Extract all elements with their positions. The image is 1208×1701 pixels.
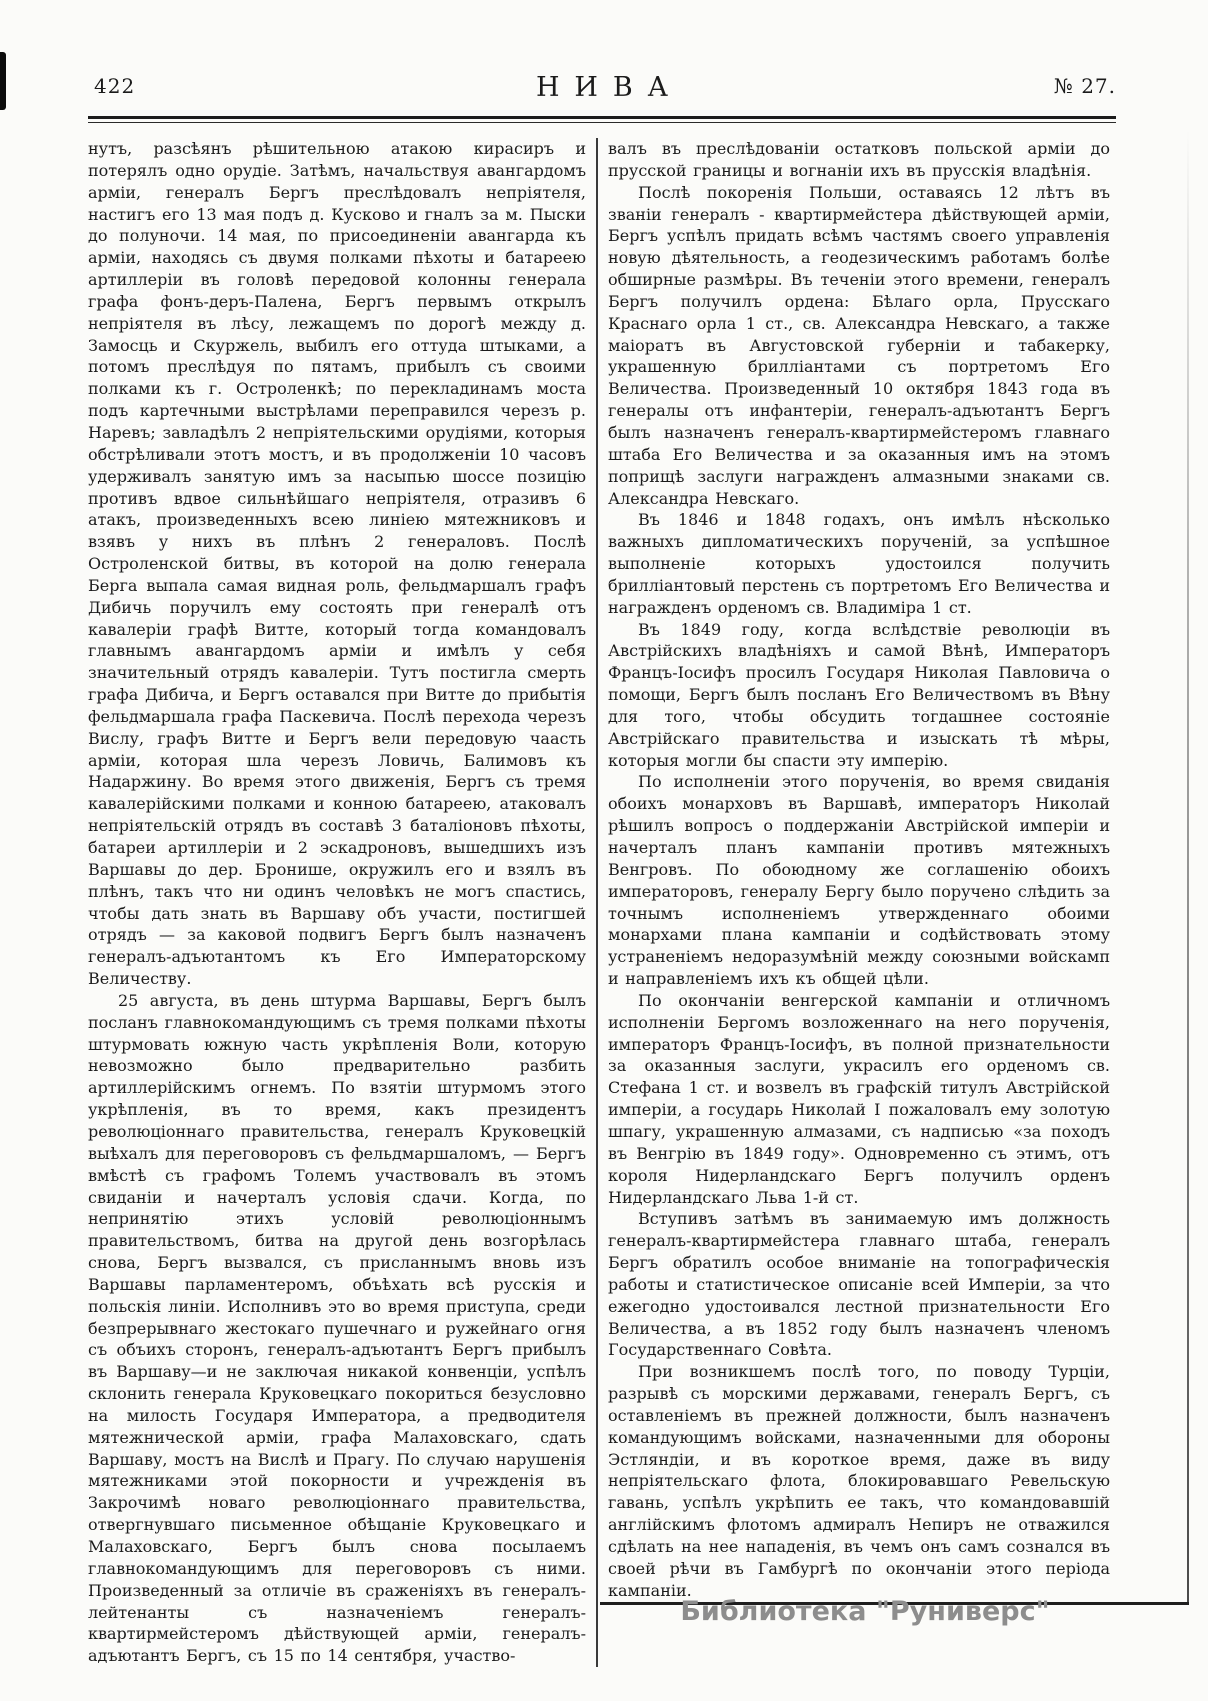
paragraph-right-1: валъ въ преслѣдованіи остатковъ польской арміи до прусской границы и вогнаніи ихъ въ прусскія владѣнія. xyxy=(608,139,1110,180)
paragraph-left-2: 25 августа, въ день штурма Варшавы, Бергъ былъ посланъ главнокомандующимъ съ тремя полками пѣхоты штурмовать южную часть укрѣпленія Воли, которую невозможно было предварительно разбить артиллерійскимъ огнемъ. По взятіи штурмомъ этого укрѣпленія, въ то время, какъ президентъ революціоннаго правительства, генералъ Круковецкій выѣхалъ для переговоровъ съ фельдмаршаломъ, — Бергъ вмѣстѣ съ графомъ Толемъ участвовалъ въ этомъ свиданіи и начерталъ условія сдачи. Когда, по непринятію этихъ условій революціоннымъ правительствомъ, битва на другой день возгорѣлась снова, Бергъ вызвался, съ присланнымъ вновь изъ Варшавы парламентеромъ, объѣхать всѣ русскія и польскія линіи. Исполнивъ это во время приступа, среди безпрерывнаго жестокаго пушечнаго и ружейнаго огня съ объихъ сторонъ, генералъ-адъютантъ Бергъ прибылъ въ Варшаву—и не заключая никакой конвенціи, успѣлъ склонить генерала Круковецкаго покориться безусловно на милость Государя Императора, а предводителя мятежнической арміи, графа Малаховскаго, сдать Варшаву, мостъ на Вислѣ и Прагу. По случаю нарушенія мятежниками этой покорности и учрежденія въ Закрочимѣ новаго революціоннаго правительства, отвергнувшаго письменное обѣщаніе Круковецкаго и Малаховскаго, Бергъ былъ снова посылаемъ главнокомандующимъ для переговоровъ съ ними. Произведенный за отличіе въ сраженіяхъ въ генералъ-лейтенанты съ назначеніемъ генералъ-квартирмейстеромъ дѣйствующей арміи, генералъ-адъютантъ Бергъ, съ 15 по 14 сентября, участво- xyxy=(88,990,586,1666)
scan-edge-artifact-right xyxy=(1187,130,1189,1604)
paragraph-right-8: При возникшемъ послѣ того, по поводу Турціи, разрывѣ съ морскими державами, генералъ Бергъ, съ оставленіемъ въ прежней должности, былъ назначенъ командующимъ войсками, назначенными для обороны Эстляндіи, и въ короткое время, даже въ виду непріятельскаго флота, блокировавшаго Ревельскую гавань, успѣлъ укрѣпить ее такъ, что командовавшій англійскимъ флотомъ адмиралъ Непиръ не отважился сдѣлать на нее нападенія, въ чемъ онъ самъ сознался въ своей рѣчи въ Гамбургѣ по окончаніи этого періода кампаніи. xyxy=(608,1362,1110,1600)
column-left xyxy=(88,138,596,1667)
paragraph-right-5: По исполненіи этого порученія, во время свиданія обоихъ монарховъ въ Варшавѣ, императоръ Николай рѣшилъ вопросъ о поддержаніи Австрійской имперіи и начерталъ планъ кампаніи противъ мятежныхъ Венгровъ. По обоюдному же соглашенію обоихъ императоровъ, генералу Бергу было поручено слѣдить за точнымъ исполненіемъ утвержденнаго обоими монархами плана кампаніи и содѣйствовать этому устраненіемъ недоразумѣній между союзными войскамп и направленіемъ ихъ къ общей цѣли. xyxy=(608,772,1110,989)
header-double-rule xyxy=(88,116,1116,123)
paragraph-right-4: Въ 1849 году, когда вслѣдствіе революціи въ Австрійскихъ владѣніяхъ и самой Вѣнѣ, Императоръ Францъ-Іосифъ просилъ Государя Николая Павловича о помощи, Бергъ былъ посланъ Его Величествомъ въ Вѣну для того, чтобы обсудить тогдашнее состояніе Австрійскаго правительства и изыскать тѣ мѣры, которыя могли бы спасти эту имперію. xyxy=(608,619,1110,770)
column-right xyxy=(598,138,1110,1667)
paragraph-left-1: нутъ, разсѣянъ рѣшительною атакою кирасиръ и потерялъ одно орудіе. Затѣмъ, начальствуя авангардомъ арміи, генералъ Бергъ преслѣдовалъ непріятеля, настигъ его 13 мая подъ д. Кусково и гналъ за м. Пыски до полуночи. 14 мая, по присоединеніи авангарда къ арміи, находясь съ двумя полками пѣхоты и батареею артиллеріи въ головѣ передовой колонны генерала графа фонъ-деръ-Палена, Бергъ первымъ открылъ непріятеля въ лѣсу, лежащемъ по дорогѣ между д. Замосць и Скуржель, выбилъ его оттуда штыками, а потомъ преслѣдуя по пятамъ, прибылъ съ своими полками къ г. Остроленкѣ; по перекладинамъ моста подъ картечными выстрѣлами переправился черезъ р. Наревъ; завладѣлъ 2 непріятельскими орудіями, которыя обстрѣливали этотъ мостъ, и въ продолженіи 10 часовъ удерживалъ занятую имъ за насыпью шоссе позицію противъ вдвое сильнѣйшаго непріятеля, отразивъ 6 атакъ, произведенныхъ всею линіею мятежниковъ и взявъ у нихъ въ плѣнъ 2 генераловъ. Послѣ Остроленской битвы, въ которой на долю генерала Берга выпала самая видная роль, фельдмаршалъ графъ Дибичь поручилъ ему состоять при генералѣ отъ кавалеріи графѣ Витте, который тогда командовалъ главнымъ авангардомъ арміи и имѣлъ у себя значительный отрядъ кавалеріи. Тутъ постигла смерть графа Дибича, и Бергъ оставался при Витте до прибытія фельдмаршала графа Паскевича. Послѣ перехода черезъ Вислу, графъ Витте и Бергъ вели передовую чаасть арміи, которая шла черезъ Ловичь, Балимовъ къ Надаржину. Во время этого движенія, Бергъ съ тремя кавалерійскими полками и конною батареею, атаковалъ непріятельскій отрядъ въ составѣ 3 баталіоновъ пѣхоты, батареи артиллеріи и 2 эскадроновъ, вышедшихъ изъ Варшавы до дер. Бронише, окружилъ его и взялъ въ плѣнъ, такъ что ни одинъ человѣкъ не могъ спастись, чтобы дать знать въ Варшаву объ участи, постигшей отрядъ — за каковой подвигъ Бергъ былъ назначенъ генералъ-адъютантомъ къ Его Императорскому Величеству. xyxy=(88,139,586,989)
paragraph-right-2: Послѣ покоренія Польши, оставаясь 12 лѣтъ въ званіи генералъ - квартирмейстера дѣйствующей арміи, Бергъ успѣлъ придать всѣмъ частямъ своего управленія новую дѣятельность, а геодезическимъ работамъ болѣе обширные размѣры. Въ теченіи этого времени, генералъ Бергъ получилъ ордена: Бѣлаго орла, Прусскаго Краснаго орла 1 ст., св. Александра Невскаго, а также маіоратъ въ Августовской губерніи и табакерку, украшенную брилліантами съ портретомъ Его Величества. Произведенный 10 октября 1843 года въ генералы отъ инфантеріи, генералъ-адъютантъ Бергъ былъ назначенъ генералъ-квартирмейстеромъ главнаго штаба Его Величества и за оказанныя имъ на этомъ поприщѣ заслуги награжденъ алмазными знаками св. Александра Невскаго. xyxy=(608,182,1110,508)
page-number: 422 xyxy=(94,74,136,98)
article-body xyxy=(88,138,1110,1667)
paragraph-right-7: Вступивъ затѣмъ въ занимаемую имъ должность генералъ-квартирмейстера главнаго штаба, генералъ Бергъ обратилъ особое вниманіе на топографическія работы и статистическое описаніе всей Имперіи, за что ежегодно удостоивался лестной признательности Его Величества, а въ 1852 году былъ назначенъ членомъ Государственнаго Совѣта. xyxy=(608,1209,1110,1360)
masthead-title: НИВА xyxy=(536,72,683,103)
library-watermark: Библиотека "Руниверс" xyxy=(680,1596,1050,1627)
issue-number: № 27. xyxy=(1053,74,1116,98)
paragraph-right-6: По окончаніи венгерской кампаніи и отличномъ исполненіи Бергомъ возложеннаго на него порученія, императоръ Францъ-Іосифъ, въ полной признательности за оказанныя заслуги, украсилъ его орденомъ св. Стефана 1 ст. и возвелъ въ графскій титулъ Австрійской имперіи, а государь Николай I пожаловалъ ему золотую шпагу, украшенную алмазами, съ надписью «за походъ въ Венгрію въ 1849 году». Одновременно съ этимъ, отъ короля Нидерландскаго Бергъ получилъ орденъ Нидерландскаго Льва 1-й ст. xyxy=(608,990,1110,1207)
paragraph-right-3: Въ 1846 и 1848 годахъ, онъ имѣлъ нѣсколько важныхъ дипломатическихъ порученій, за успѣшное выполненіе которыхъ удостоился получить брилліантовый перстень съ портретомъ Его Величества и награжденъ орденомъ св. Владиміра 1 ст. xyxy=(608,510,1110,617)
page-header xyxy=(88,72,1116,102)
scan-edge-artifact-left xyxy=(0,52,6,110)
